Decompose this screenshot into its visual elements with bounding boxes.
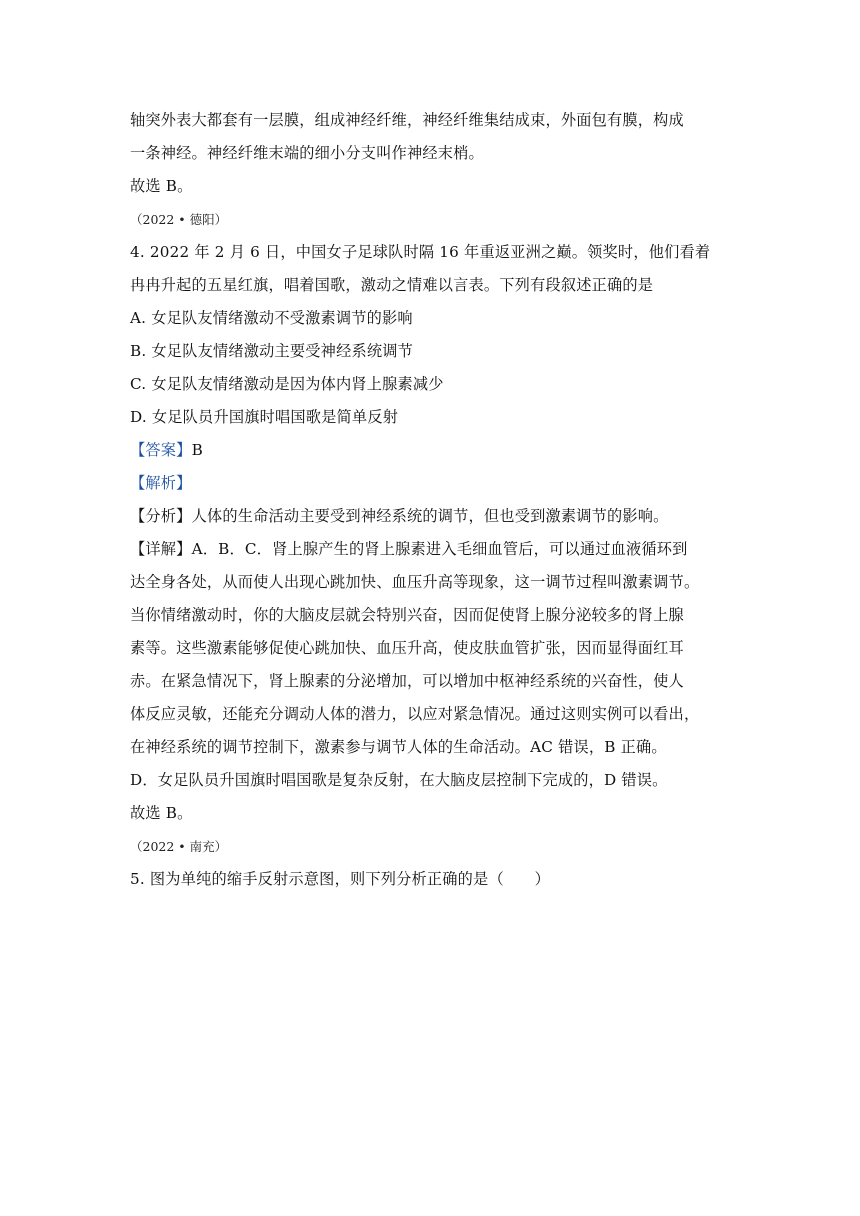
q4-xiangjie-line-2: 当你情绪激动时，你的大脑皮层就会特别兴奋，因而促使肾上腺分泌较多的肾上腺: [130, 606, 684, 624]
q4-xiangjie-line-1: 达全身各处，从而使人出现心跳加快、血压升高等现象，这一调节过程叫激素调节。: [130, 573, 700, 591]
q4-option-a: A. 女足队友情绪激动不受激素调节的影响: [130, 309, 413, 327]
prev-explanation-line-1: 轴突外表大都套有一层膜，组成神经纤维，神经纤维集结成束，外面包有膜，构成: [130, 111, 684, 129]
q4-xiangjie-line-3: 素等。这些激素能够促使心跳加快、血压升高，使皮肤血管扩张，因而显得面红耳: [130, 639, 684, 657]
q4-source: （2022 • 德阳）: [130, 212, 228, 227]
q4-option-c: C. 女足队友情绪激动是因为体内肾上腺素减少: [130, 375, 444, 393]
answer-tag: 【答案】: [130, 441, 192, 459]
q4-xiangjie-line-7: D．女足队员升国旗时唱国歌是复杂反射，在大脑皮层控制下完成的，D 错误。: [130, 771, 668, 789]
fenxi-tag: 【分析】: [130, 507, 192, 525]
q4-stem-line-1: 4. 2022 年 2 月 6 日，中国女子足球队时隔 16 年重返亚洲之巅。领奖时，他们看着: [130, 243, 711, 261]
prev-explanation-line-2: 一条神经。神经纤维末端的细小分支叫作神经末梢。: [130, 144, 484, 162]
q4-answer: [130, 434, 740, 467]
xiangjie-first-line: A．B．C．肾上腺产生的肾上腺素进入毛细血管后，可以通过血液循环到: [191, 540, 688, 558]
q4-option-b: B. 女足队友情绪激动主要受神经系统调节: [130, 342, 414, 360]
q5-stem: 5. 图为单纯的缩手反射示意图，则下列分析正确的是（ ）: [130, 870, 550, 888]
document-page: [130, 104, 740, 896]
q4-xiangjie-line-5: 体反应灵敏，还能充分调动人体的潜力，以应对紧急情况。通过这则实例可以看出，: [130, 705, 700, 723]
q4-analysis-heading: [130, 467, 740, 500]
answer-value: B: [191, 441, 203, 459]
q4-option-d: D. 女足队员升国旗时唱国歌是简单反射: [130, 408, 399, 426]
q4-conclusion: 故选 B。: [130, 804, 193, 822]
q4-fenxi: [130, 500, 740, 533]
q4-xiangjie: [130, 533, 740, 566]
prev-conclusion: 故选 B。: [130, 177, 193, 195]
xiangjie-tag: 【详解】: [130, 540, 192, 558]
analysis-tag: 【解析】: [130, 474, 192, 492]
q4-xiangjie-line-6: 在神经系统的调节控制下，激素参与调节人体的生命活动。AC 错误，B 正确。: [130, 738, 667, 756]
fenxi-text: 人体的生命活动主要受到神经系统的调节，但也受到激素调节的影响。: [191, 507, 669, 525]
q5-source: （2022 • 南充）: [130, 839, 228, 854]
q4-xiangjie-line-4: 赤。在紧急情况下，肾上腺素的分泌增加，可以增加中枢神经系统的兴奋性，使人: [130, 672, 684, 690]
q4-stem-line-2: 冉冉升起的五星红旗，唱着国歌，激动之情难以言表。下列有段叙述正确的是: [130, 276, 654, 294]
